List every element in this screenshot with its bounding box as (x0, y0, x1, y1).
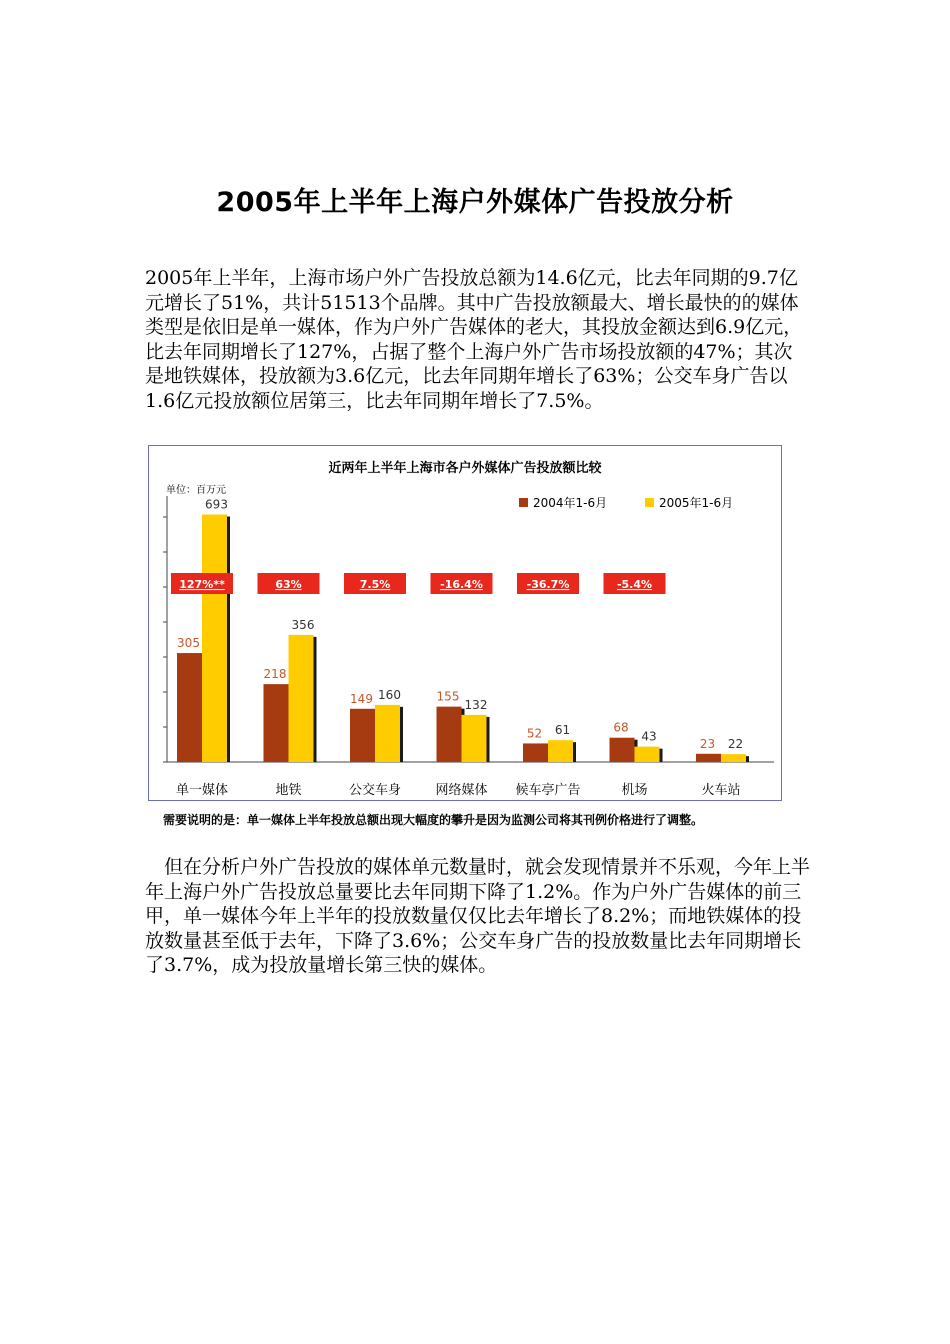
chart-unit-label: 单位：百万元 (166, 485, 226, 496)
bar-value-label: 22 (727, 737, 744, 752)
paragraph-analysis: 但在分析户外广告投放的媒体单元数量时，就会发现情景并不乐观，今年上半年上海户外广告投放总量要比去年同期下降了1.2%。作为户外广告媒体的前三甲，单一媒体今年上半年的投放数量仅仅比去年增长了8.2%；而地铁媒体的投放数量甚至低于去年，下降了3.6%；公交车身广告的投放数量比去年同期增长了3.7%，成为投放量增长第三快的媒体。 (145, 856, 811, 976)
bar-chart (149, 446, 781, 800)
bar-value-label: 160 (378, 687, 401, 702)
x-tick-label: 火车站 (701, 783, 741, 798)
x-tick-label: 地铁 (275, 783, 302, 798)
bar-value-label: 693 (205, 497, 228, 512)
chart-footnote: 需要说明的是：单一媒体上半年投放总额出现大幅度的攀升是因为监测公司将其刊例价格进行了调整。 (163, 813, 704, 827)
chart-frame (148, 445, 782, 801)
x-tick-label: 单一媒体 (175, 783, 229, 798)
growth-badge-label: 63% (275, 578, 302, 591)
bar (350, 709, 375, 762)
bar (548, 740, 573, 762)
paragraph-intro: 2005年上半年，上海市场户外广告投放总额为14.6亿元，比去年同期的9.7亿元增长了51%，共计51513个品牌。其中广告投放额最大、增长最快的的媒体类型是依旧是单一媒体，作为户外广告媒体的老大，其投放金额达到6.9亿元，比去年同期增长了127%，占据了整个上海户外广告市场投放额的47%；其次是地铁媒体，投放额为3.6亿元，比去年同期年增长了63%；公交车身广告以1.6亿元投放额位居第三，比去年同期年增长了7.5%。 (145, 267, 803, 412)
x-tick-label: 机场 (621, 783, 648, 798)
bar (289, 635, 314, 762)
growth-badge-label: 127%** (179, 578, 225, 591)
bar-value-label: 155 (436, 689, 460, 704)
growth-badge-label: -5.4% (616, 578, 653, 591)
legend-swatch (645, 498, 654, 507)
bar-shadow (660, 749, 663, 762)
growth-badge-label: -36.7% (526, 578, 570, 591)
bar-shadow (573, 742, 576, 762)
page-title: 2005年上半年上海户外媒体广告投放分析 (216, 187, 734, 218)
bar (523, 743, 548, 762)
bar-value-label: 68 (613, 720, 629, 735)
bar-shadow (227, 517, 230, 763)
bar-shadow (400, 707, 403, 762)
legend-swatch (519, 498, 528, 507)
bar-shadow (746, 756, 749, 762)
bar (462, 715, 487, 762)
x-tick-label: 公交车身 (348, 783, 402, 798)
bar-shadow (487, 717, 490, 762)
bar-value-label: 149 (350, 691, 373, 706)
bar-value-label: 52 (526, 726, 543, 741)
legend-label: 2004年1-6月 (533, 496, 608, 510)
bar (696, 754, 721, 762)
x-tick-label: 候车亭广告 (515, 783, 581, 798)
bar (437, 707, 462, 762)
bar-value-label: 23 (699, 736, 716, 751)
bar-value-label: 305 (177, 636, 200, 651)
bar (635, 747, 660, 762)
x-tick-label: 网络媒体 (435, 783, 488, 798)
growth-badge-label: 7.5% (359, 578, 391, 591)
bar (610, 738, 635, 762)
bar (721, 754, 746, 762)
bar (264, 684, 289, 762)
bar (375, 705, 400, 762)
bar-value-label: 132 (464, 697, 488, 712)
bar-value-label: 356 (291, 617, 315, 632)
bar-value-label: 218 (263, 667, 287, 682)
chart-title: 近两年上半年上海市各户外媒体广告投放额比较 (328, 461, 602, 476)
growth-badge-label: -16.4% (440, 578, 483, 591)
bar-value-label: 61 (554, 723, 571, 738)
bar-value-label: 43 (641, 729, 657, 744)
bar (177, 653, 202, 762)
bar-shadow (314, 637, 317, 762)
legend-label: 2005年1-6月 (659, 496, 734, 510)
bar (202, 515, 227, 763)
